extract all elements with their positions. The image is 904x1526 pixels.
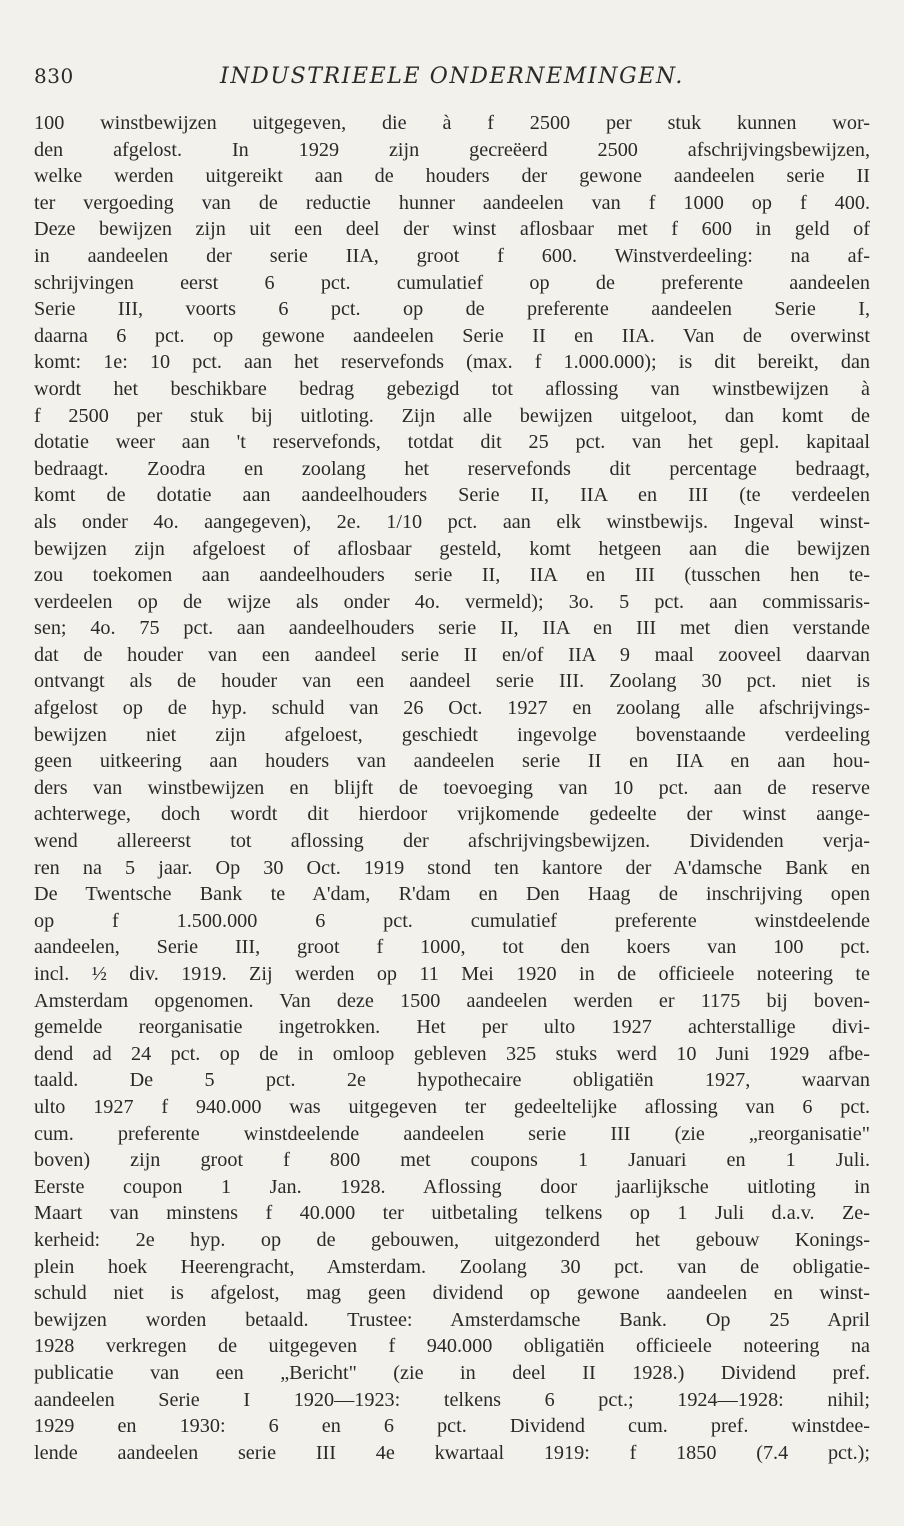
- text-line-39: cum. preferente winstdeelende aandeelen serie III (zie „reorganisatie": [34, 1122, 870, 1145]
- text-line-11: wordt het beschikbare bedrag gebezigd tot aflossing van winstbewijzen à: [34, 377, 870, 400]
- text-line-19: verdeelen op de wijze als onder 4o. vermeld); 3o. 5 pct. aan commissaris-: [34, 590, 870, 613]
- text-line-16: als onder 4o. aangegeven), 2e. 1/10 pct. aan elk winstbewijs. Ingeval winst-: [34, 510, 870, 533]
- text-line-10: komt: 1e: 10 pct. aan het reservefonds (max. f 1.000.000); is dit bereikt, dan: [34, 351, 870, 374]
- text-line-9: daarna 6 pct. op gewone aandeelen Serie II en IIA. Van de overwinst: [34, 324, 870, 347]
- text-line-5: Deze bewijzen zijn uit een deel der winst aflosbaar met f 600 in geld of: [34, 218, 870, 241]
- running-head: [34, 58, 870, 96]
- text-line-8: Serie III, voorts 6 pct. op de preferente aandeelen Serie I,: [34, 298, 870, 321]
- text-line-14: bedraagt. Zoodra en zoolang het reservefonds dit percentage bedraagt,: [34, 457, 870, 480]
- text-line-29: ren na 5 jaar. Op 30 Oct. 1919 stond ten kantore der A'damsche Bank en: [34, 856, 870, 879]
- text-line-40: boven) zijn groot f 800 met coupons 1 Januari en 1 Juli.: [34, 1149, 870, 1172]
- text-line-15: komt de dotatie aan aandeelhouders Serie II, IIA en III (te verdeelen: [34, 484, 870, 507]
- text-line-47: 1928 verkregen de uitgegeven f 940.000 obligatiën officieele noteering na: [34, 1335, 870, 1358]
- text-line-24: bewijzen niet zijn afgeloest, geschiedt ingevolge bovenstaande verdeeling: [34, 723, 870, 746]
- text-line-50: 1929 en 1930: 6 en 6 pct. Dividend cum. pref. winstdee-: [34, 1415, 870, 1438]
- text-line-37: taald. De 5 pct. 2e hypothecaire obligatiën 1927, waarvan: [34, 1069, 870, 1092]
- header-title: INDUSTRIEELE ONDERNEMINGEN.: [220, 64, 684, 89]
- body-text: [34, 110, 870, 1466]
- text-line-23: afgelost op de hyp. schuld van 26 Oct. 1927 en zoolang alle afschrijvings-: [34, 697, 870, 720]
- text-line-48: publicatie van een „Bericht" (zie in deel II 1928.) Dividend pref.: [34, 1361, 870, 1384]
- text-line-41: Eerste coupon 1 Jan. 1928. Aflossing door jaarlijksche uitloting in: [34, 1175, 870, 1198]
- text-line-13: dotatie weer aan 't reservefonds, totdat dit 25 pct. van het gepl. kapitaal: [34, 431, 870, 454]
- text-line-25: geen uitkeering aan houders van aandeelen serie II en IIA en aan hou-: [34, 750, 870, 773]
- text-line-51: lende aandeelen serie III 4e kwartaal 1919: f 1850 (7.4 pct.);: [34, 1441, 870, 1464]
- text-line-34: Amsterdam opgenomen. Van deze 1500 aandeelen werden er 1175 bij boven-: [34, 989, 870, 1012]
- text-line-44: plein hoek Heerengracht, Amsterdam. Zoolang 30 pct. van de obligatie-: [34, 1255, 870, 1278]
- text-line-18: zou toekomen aan aandeelhouders serie II, IIA en III (tusschen hen te-: [34, 564, 870, 587]
- text-line-36: dend ad 24 pct. op de in omloop gebleven 325 stuks werd 10 Juni 1929 afbe-: [34, 1042, 870, 1065]
- text-line-22: ontvangt als de houder van een aandeel serie III. Zoolang 30 pct. niet is: [34, 670, 870, 693]
- text-line-2: den afgelost. In 1929 zijn gecreëerd 2500 afschrijvingsbewijzen,: [34, 138, 870, 161]
- text-line-21: dat de houder van een aandeel serie II en/of IIA 9 maal zooveel daarvan: [34, 643, 870, 666]
- text-line-38: ulto 1927 f 940.000 was uitgegeven ter gedeeltelijke aflossing van 6 pct.: [34, 1095, 870, 1118]
- text-line-6: in aandeelen der serie IIA, groot f 600. Winstverdeeling: na af-: [34, 244, 870, 267]
- text-line-17: bewijzen zijn afgeloest of aflosbaar gesteld, komt hetgeen aan die bewijzen: [34, 537, 870, 560]
- text-line-49: aandeelen Serie I 1920—1923: telkens 6 pct.; 1924—1928: nihil;: [34, 1388, 870, 1411]
- text-line-45: schuld niet is afgelost, mag geen dividend op gewone aandeelen en winst-: [34, 1282, 870, 1305]
- text-line-7: schrijvingen eerst 6 pct. cumulatief op de preferente aandeelen: [34, 271, 870, 294]
- page-number: 830: [34, 64, 74, 88]
- text-line-4: ter vergoeding van de reductie hunner aandeelen van f 1000 op f 400.: [34, 191, 870, 214]
- text-line-35: gemelde reorganisatie ingetrokken. Het per ulto 1927 achterstallige divi-: [34, 1016, 870, 1039]
- text-line-42: Maart van minstens f 40.000 ter uitbetaling telkens op 1 Juli d.a.v. Ze-: [34, 1202, 870, 1225]
- text-line-43: kerheid: 2e hyp. op de gebouwen, uitgezonderd het gebouw Konings-: [34, 1228, 870, 1251]
- text-line-1: 100 winstbewijzen uitgegeven, die à f 2500 per stuk kunnen wor-: [34, 112, 870, 134]
- text-line-20: sen; 4o. 75 pct. aan aandeelhouders serie II, IIA en III met dien verstande: [34, 617, 870, 640]
- text-line-46: bewijzen worden betaald. Trustee: Amsterdamsche Bank. Op 25 April: [34, 1308, 870, 1331]
- text-line-28: wend allereerst tot aflossing der afschrijvingsbewijzen. Dividenden verja-: [34, 830, 870, 853]
- text-line-33: incl. ½ div. 1919. Zij werden op 11 Mei 1920 in de officieele noteering te: [34, 963, 870, 985]
- text-line-26: ders van winstbewijzen en blijft de toevoeging van 10 pct. aan de reserve: [34, 776, 870, 799]
- text-line-3: welke werden uitgereikt aan de houders der gewone aandeelen serie II: [34, 165, 870, 188]
- text-line-12: f 2500 per stuk bij uitloting. Zijn alle bewijzen uitgeloot, dan komt de: [34, 404, 870, 427]
- text-line-31: op f 1.500.000 6 pct. cumulatief preferente winstdeelende: [34, 909, 870, 932]
- text-line-32: aandeelen, Serie III, groot f 1000, tot den koers van 100 pct.: [34, 936, 870, 959]
- text-line-30: De Twentsche Bank te A'dam, R'dam en Den Haag de inschrijving open: [34, 883, 870, 906]
- text-line-27: achterwege, doch wordt dit hierdoor vrijkomende gedeelte der winst aange-: [34, 803, 870, 826]
